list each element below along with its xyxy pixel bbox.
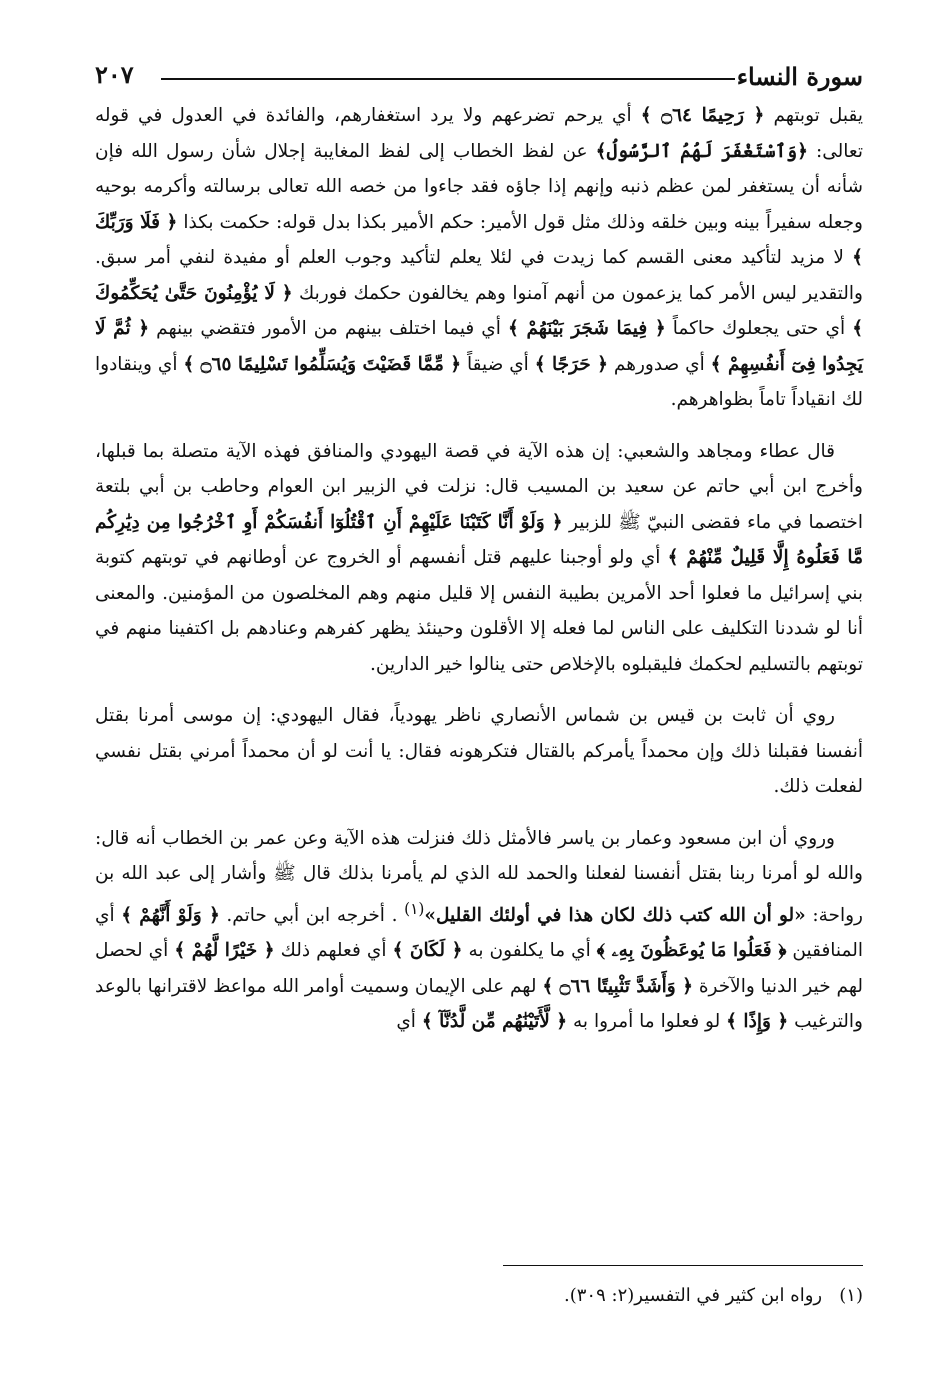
text-span: أي لحصل لهم خير الدنيا والآخرة bbox=[95, 940, 863, 997]
paragraph-3 bbox=[95, 698, 863, 805]
quran-verse: ﴿ رَحِيمًا ۝٦٤ ﴾ bbox=[640, 105, 765, 126]
page-header bbox=[95, 58, 863, 98]
quran-verse: ﴿ لَا يُؤْمِنُونَ حَتَّىٰ يُحَكِّمُوكَ ﴾ bbox=[95, 282, 864, 339]
text-span: أي حتى يجعلوك حاكماً bbox=[672, 318, 846, 339]
header-rule bbox=[161, 78, 735, 80]
quran-verse: ﴿وَٱسْتَغْفَرَ لَهُمُ ٱلرَّسُولُ﴾ bbox=[595, 140, 808, 162]
text-span: قال عطاء ومجاهد والشعبي: إن هذه الآية في قصة اليهودي والمنافق فهذه الآية متصلة بما قبلها، وأخرج ابن أبي حاتم عن سعيد بن المسيب قال: نزلت في الزبير ابن العوام وحاطب بن أبي بلتعة اختصما في ماء فقضى النبيّ ﷺ للزبير bbox=[95, 440, 863, 533]
quran-verse: ﴿ حَرَجًا ﴾ bbox=[534, 353, 609, 375]
text-span: أي صدورهم bbox=[613, 353, 705, 375]
quran-verse: ﴿ فَعَلُوا مَا يُوعَظُونَ بِهِۦ ﴾ bbox=[596, 940, 787, 962]
paragraph-2 bbox=[95, 434, 863, 683]
text-span: أي ضيقاً bbox=[467, 353, 529, 375]
text-span: وروي أن ابن مسعود وعمار بن ياسر فالأمثل ذلك فنزلت هذه الآية وعن عمر بن الخطاب أنه قال: والله لو أمرنا ربنا بقتل أنفسنا لفعلنا والحمد لله الذي لم يأمرنا بذلك قال ﷺ وأشار إلى عبد الله بن رواحة: bbox=[95, 827, 863, 926]
footnote-ref[interactable]: (١) bbox=[404, 899, 425, 918]
footnote bbox=[95, 1285, 863, 1306]
text-span: أي فيما اختلف بينهم من الأمور فتقضي بينهم bbox=[156, 318, 501, 339]
quran-verse: ﴿ وَأَشَدَّ تَثْبِيتًا ۝٦٦ ﴾ bbox=[542, 975, 693, 997]
text-span: . أخرجه ابن أبي حاتم. bbox=[226, 904, 398, 926]
text-span: أي فعلهم ذلك bbox=[280, 940, 387, 962]
quran-verse: ﴿ وَإِذًا ﴾ bbox=[726, 1011, 789, 1033]
quran-verse: ﴿ فِيمَا شَجَرَ بَيْنَهُمْ ﴾ bbox=[508, 318, 666, 339]
text-span: أي bbox=[396, 1011, 416, 1033]
quran-verse: ﴿ مِّمَّا قَضَيْتَ وَيُسَلِّمُوا تَسْلِيمًا ۝٦٥ ﴾ bbox=[183, 353, 462, 375]
text-span: روي أن ثابت بن قيس بن شماس الأنصاري ناظر يهودياً، فقال اليهودي: إن موسى أمرنا بقتل أنفسنا فقبلنا ذلك وإن محمداً يأمركم بالقتال فتكرهونه فقال: يا أنت لو أن محمداً أمرني بقتل نفسي لفعلت ذلك. bbox=[95, 705, 863, 797]
text-span: يقبل توبتهم bbox=[773, 105, 863, 126]
footnote-number: (١) bbox=[839, 1285, 863, 1306]
quran-verse: ﴿ وَلَوْ أَنَّا كَتَبْنَا عَلَيْهِمْ أَنِ ٱقْتُلُوٓا أَنفُسَكُمْ أَوِ ٱخْرُجُوا مِن دِيَٰرِكُم مَّا فَعَلُوهُ إِلَّا قَلِيلٌ مِّنْهُمْ ﴾ bbox=[95, 511, 863, 568]
quran-verse: ﴿ لَكَانَ ﴾ bbox=[392, 940, 463, 962]
footnote-text: رواه ابن كثير في التفسير(٢: ٣٠٩). bbox=[564, 1285, 823, 1306]
quran-verse: ﴿ لَّأَتَيْنَٰهُم مِّن لَّدُنَّآ ﴾ bbox=[421, 1011, 568, 1033]
text-span: لا مزيد لتأكيد معنى القسم كما زيدت في لئلا يعلم لتأكيد وجوب العلم أو مفيدة لنفي أمر سبق. والتقدير ليس الأمر كما يزعمون من أنهم آمنوا وهم يخالفون حكمك فوربك bbox=[95, 247, 863, 304]
text-span: أي المنافقين bbox=[95, 904, 863, 962]
text-span: عن لفظ الخطاب إلى لفظ المغايبة إجلال شأن رسول الله فإن شأنه أن يستغفر لمن عظم ذنبه وإنهم إذا جاؤه فقد جاءوا من خصه الله تعالى برسالته وأكرمه بوحيه وجعله سفيراً بينه وبين خلقه وذلك مثل قول الأمير: حكم الأمير بكذا بدل قوله: حكمت بكذا bbox=[95, 140, 863, 233]
text-span: لهم على الإيمان وسميت أوامر الله مواعظ لاقترانها بالوعد والترغيب bbox=[95, 975, 863, 1033]
text-span: أي ولو أوجبنا عليهم قتل أنفسهم أو الخروج عن أوطانهم في توبتهم كتوبة بني إسرائيل ما فعلوا أحد الأمرين بطيبة النفس إلا قليل منهم وهم المخلصون من المؤمنين. والمعنى أنا لو شددنا التكليف على الناس لما فعله إلا الأقلون وحينئذ يظهر كفرهم وعنادهم بل اكتفينا منهم في توبتهم بالتسليم لحكمك فليقبلوه بالإخلاص حتى ينالوا خير الدارين. bbox=[95, 547, 863, 675]
text-span: أي وينقادوا لك انقياداً تاماً بظواهرهم. bbox=[95, 353, 863, 410]
surah-title: سورة النساء bbox=[736, 62, 863, 91]
paragraph-1 bbox=[95, 98, 863, 418]
quran-verse: ﴿ ثُمَّ لَا يَجِدُوا فِىٓ أَنفُسِهِمْ ﴾ bbox=[95, 318, 863, 375]
quran-verse: ﴿ وَلَوْ أَنَّهُمْ ﴾ bbox=[121, 904, 220, 926]
text-span: أي ما يكلفون به bbox=[468, 940, 591, 962]
page-number: ٢٠٧ bbox=[95, 60, 134, 89]
text-span: لو فعلوا ما أمروا به bbox=[573, 1011, 721, 1033]
paragraph-4 bbox=[95, 821, 863, 1040]
hadith-quote: «لو أن الله كتب ذلك لكان هذا في أولئك القليل» bbox=[424, 904, 806, 926]
quran-verse: ﴿ فَلَا وَرَبِّكَ ﴾ bbox=[95, 211, 863, 268]
text-span: أي يرحم تضرعهم ولا يرد استغفارهم، والفائدة في العدول في قوله تعالى: bbox=[95, 105, 863, 162]
footnote-separator bbox=[503, 1265, 863, 1266]
quran-verse: ﴿ خَيْرًا لَّهُمْ ﴾ bbox=[174, 940, 275, 962]
